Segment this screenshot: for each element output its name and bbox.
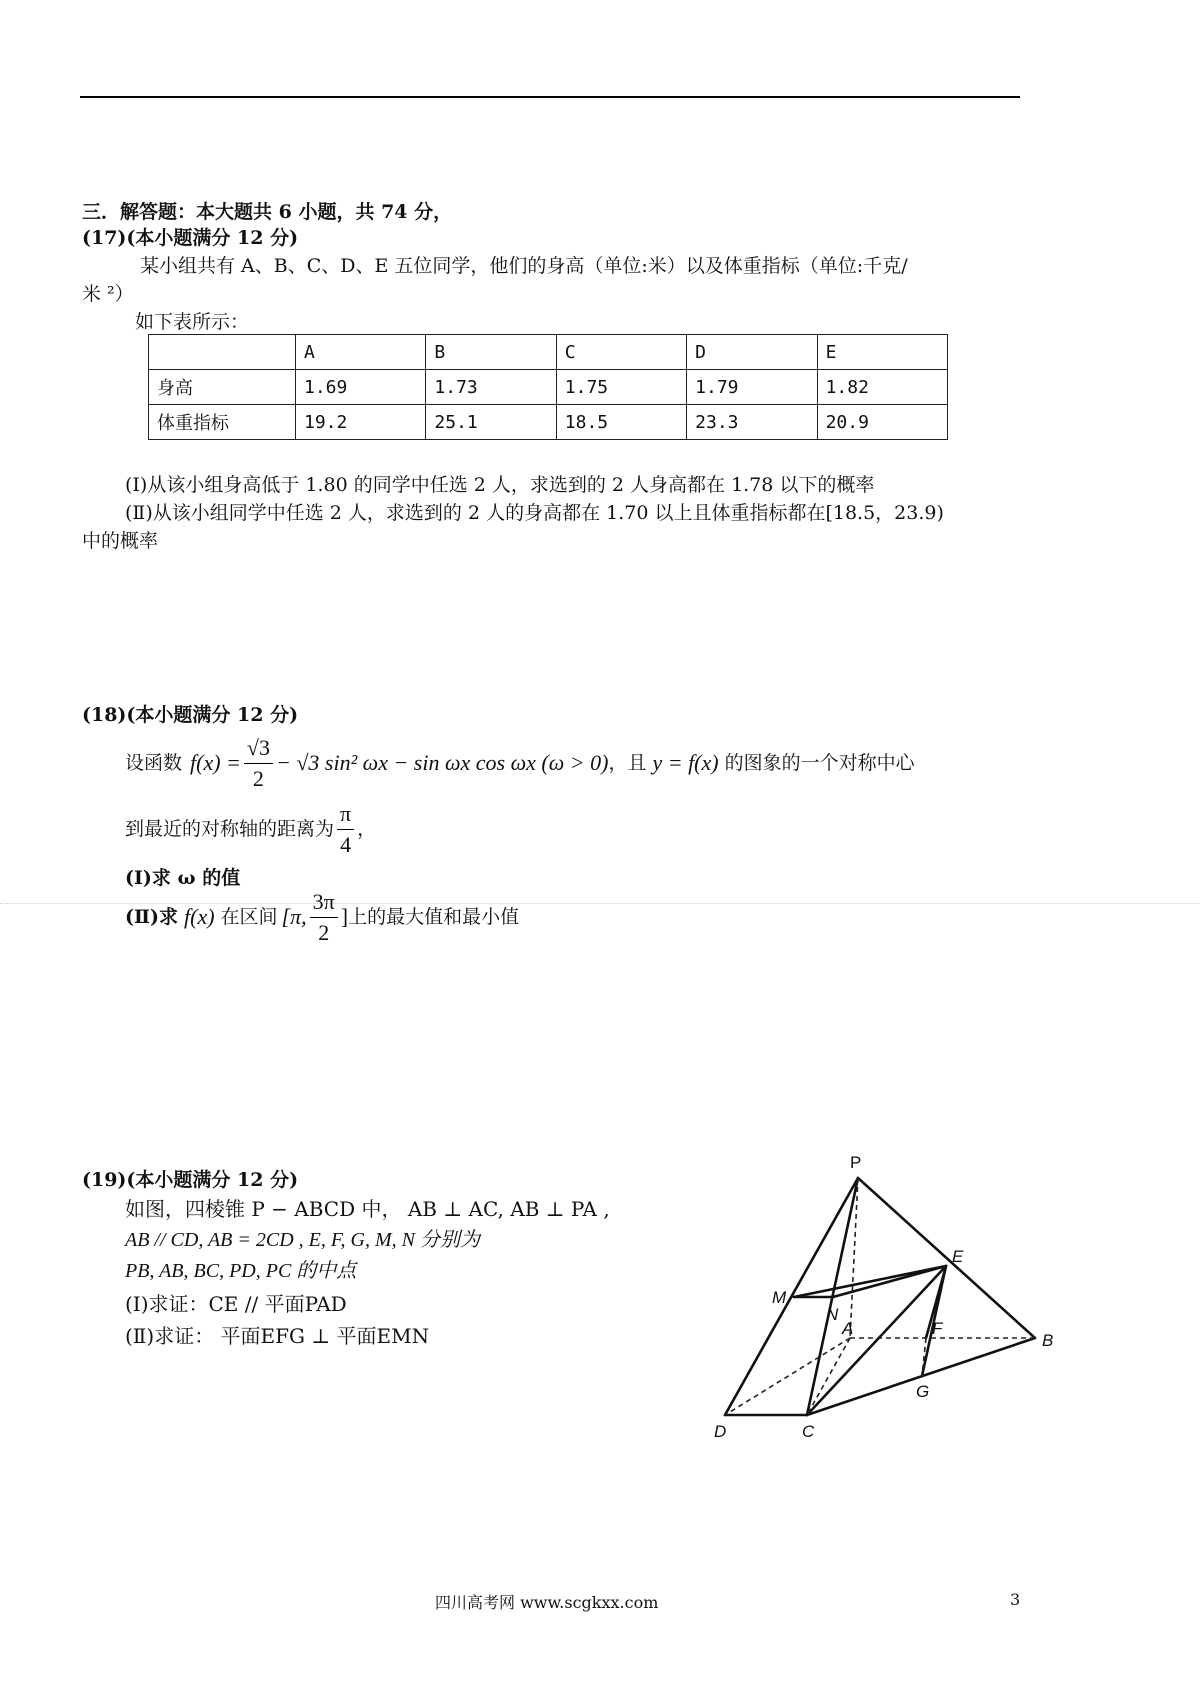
q17-part2: (Ⅱ)从该小组同学中任选 2 人，求选到的 2 人的身高都在 1.70 以上且体重指标都在[18.5，23.9) [125, 502, 944, 524]
label-B: B [1042, 1331, 1054, 1350]
table-cell: B [426, 335, 556, 370]
fraction-numerator: √3 [244, 733, 273, 764]
segment-ME [794, 1266, 946, 1297]
table-cell: 1.69 [296, 370, 426, 405]
section-heading: 三．解答题：本大题共 6 小题，共 74 分， [82, 201, 453, 223]
q18-line2: 到最近的对称轴的距离为 [125, 818, 335, 840]
q18-line2-end: ， [357, 818, 377, 840]
q18-fraction-3pi-over-2 [310, 887, 338, 948]
q17-header: (17)(本小题满分 12 分) [82, 227, 299, 249]
q17-intro-table-lead: 如下表所示： [135, 311, 250, 333]
table-header-row [149, 335, 948, 370]
q18-fraction-pi-over-4 [337, 799, 354, 860]
q17-intro: 某小组共有 A、B、C、D、E 五位同学，他们的身高（单位:米）以及体重指标（单位:千克/ [140, 255, 908, 277]
footer-site: 四川高考网 www.scgkxx.com [435, 1593, 659, 1612]
fraction-numerator: 3π [310, 887, 338, 918]
q18-expression: − √3 sin² ωx − sin ωx cos ωx (ω > 0) [275, 750, 609, 775]
table-row-label: 体重指标 [149, 405, 296, 440]
fraction-denominator: 4 [340, 831, 352, 857]
q18-mid: ，且 [608, 752, 647, 774]
segment-NE [833, 1266, 946, 1297]
q19-part1: (Ⅰ)求证：CE // 平面PAD [125, 1292, 347, 1316]
table-cell: C [556, 335, 686, 370]
fraction-numerator: π [337, 799, 354, 830]
q18-interval-close: ] [340, 904, 349, 929]
label-C: C [802, 1422, 815, 1441]
label-M: M [772, 1288, 787, 1307]
q18-distance-line [125, 796, 376, 862]
table-cell [149, 335, 296, 370]
q18-part2-end: 上的最大值和最小值 [348, 906, 520, 928]
table-cell: 1.75 [556, 370, 686, 405]
table-cell: 19.2 [296, 405, 426, 440]
q18-part2-fx: f(x) [184, 904, 215, 929]
label-E: E [952, 1247, 964, 1266]
label-D: D [714, 1422, 727, 1441]
q19-header: (19)(本小题满分 12 分) [82, 1169, 299, 1191]
q19-line1: 如图，四棱锥 P − ABCD 中， AB ⊥ AC, AB ⊥ PA , [125, 1197, 610, 1221]
q17-part2-cont: 中的概率 [82, 530, 159, 552]
table-cell: 1.82 [817, 370, 947, 405]
q18-yfx: y = f(x) [652, 750, 719, 775]
q18-fraction-sqrt3-over-2 [244, 733, 273, 794]
q18-part2 [125, 884, 519, 950]
q18-part2-lead: (Ⅱ)求 [125, 906, 178, 928]
edge-PB [858, 1178, 1035, 1338]
q18-part2-mid: 在区间 [220, 906, 278, 928]
q17-intro-unit: 米 ²） [82, 283, 134, 305]
q18-lead: 设函数 [125, 752, 183, 774]
table-cell: 1.73 [426, 370, 556, 405]
q17-part1: (Ⅰ)从该小组身高低于 1.80 的同学中任选 2 人，求选到的 2 人身高都在 1.78 以下的概率 [125, 474, 875, 496]
label-F: F [932, 1319, 943, 1338]
table-cell: 18.5 [556, 405, 686, 440]
table-row [149, 405, 948, 440]
q19-line3: PB, AB, BC, PD, PC 的中点 [125, 1260, 357, 1282]
table-cell: 25.1 [426, 405, 556, 440]
table-cell: 1.79 [687, 370, 817, 405]
table-cell: A [296, 335, 426, 370]
pyramid-figure [690, 1150, 1080, 1450]
label-N: N [826, 1305, 839, 1324]
edge-AD-hidden [725, 1338, 850, 1415]
q19-line2: AB // CD, AB = 2CD , E, F, G, M, N 分别为 [125, 1229, 480, 1251]
table-cell: E [817, 335, 947, 370]
q17-data-table [148, 334, 948, 440]
fraction-denominator: 2 [318, 919, 330, 945]
label-G: G [916, 1382, 930, 1401]
q18-interval-open: [π, [281, 904, 307, 929]
q18-tail: 的图象的一个对称中心 [724, 752, 915, 774]
table-row-label: 身高 [149, 370, 296, 405]
table-cell: 23.3 [687, 405, 817, 440]
table-cell: D [687, 335, 817, 370]
q18-part1: (Ⅰ)求 ω 的值 [125, 867, 241, 889]
table-cell: 20.9 [817, 405, 947, 440]
q18-fx: f(x) = [190, 750, 241, 775]
page-number: 3 [1010, 1590, 1021, 1609]
fraction-denominator: 2 [252, 765, 264, 791]
label-P: P [850, 1153, 862, 1172]
q18-header: (18)(本小题满分 12 分) [82, 704, 299, 726]
q19-part2: (Ⅱ)求证： 平面EFG ⊥ 平面EMN [125, 1324, 430, 1348]
label-A: A [842, 1319, 854, 1338]
q18-function-line [125, 730, 915, 796]
top-rule [80, 96, 1020, 98]
table-row [149, 370, 948, 405]
